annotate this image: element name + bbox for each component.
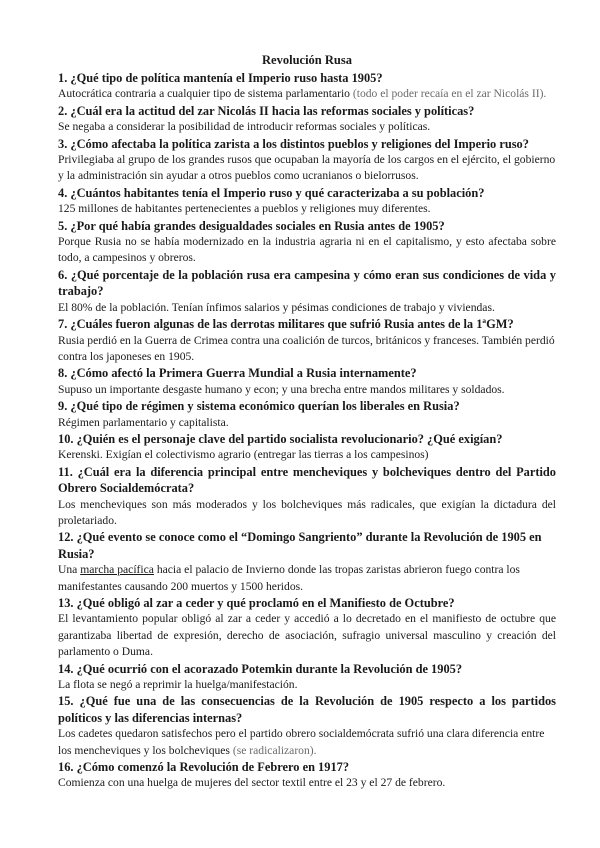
- qa-item-13: [58, 595, 556, 661]
- qa-item-7: [58, 316, 556, 365]
- answer-15-note: (se radicalizaron).: [232, 743, 317, 757]
- question-15: 15. ¿Qué fue una de las consecuencias de la Revolución de 1905 respecto a los partidos políticos y las diferencias internas?: [58, 694, 556, 725]
- answer-2: Se negaba a considerar la posibilidad de introducir reformas sociales y políticas.: [58, 120, 431, 134]
- answer-12-underlined: marcha pacífica: [80, 563, 154, 577]
- qa-item-15: [58, 693, 556, 759]
- answer-13: El levantamiento popular obligó al zar a ceder y accedió a lo decretado en el manifiesto de octubre que garantizaba libertad de expresión, derecho de asociación, sufragio universal masculino y creación del parlamento o Duma.: [58, 612, 556, 659]
- document-title: Revolución Rusa: [262, 53, 352, 67]
- question-10: 10. ¿Quién es el personaje clave del partido socialista revolucionario? ¿Qué exigían?: [58, 431, 503, 446]
- answer-12: [58, 562, 556, 595]
- answer-3: Privilegiaba al grupo de los grandes rusos que ocupaban la mayoría de los cargos en el ejército, el gobierno y la administración sin ayudar a otros pueblos como ucranianos o bielorrusos.: [58, 153, 556, 183]
- question-16: 16. ¿Cómo comenzó la Revolución de Febrero en 1917?: [58, 760, 350, 775]
- answer-12-prefix: Una: [58, 563, 81, 577]
- answer-1-text: Autocrática contraria a cualquier tipo de sistema parlamentario: [58, 87, 350, 101]
- qa-item-3: [58, 136, 556, 185]
- qa-item-4: [58, 185, 556, 218]
- question-4: 4. ¿Cuántos habitantes tenía el Imperio ruso y qué caracterizaba a su población?: [58, 185, 485, 200]
- question-12: 12. ¿Qué evento se conoce como el “Domingo Sangriento” durante la Revolución de 1905 en Rusia?: [58, 530, 542, 561]
- question-5: 5. ¿Por qué había grandes desigualdades sociales en Rusia antes de 1905?: [58, 218, 445, 233]
- qa-item-8: [58, 365, 556, 398]
- question-3: 3. ¿Cómo afectaba la política zarista a los distintos pueblos y religiones del Imperio ruso?: [58, 136, 529, 151]
- question-13: 13. ¿Qué obligó al zar a ceder y qué proclamó en el Manifiesto de Octubre?: [58, 596, 455, 610]
- answer-16: Comienza con una huelga de mujeres del sector textil entre el 23 y el 27 de febrero.: [58, 776, 446, 790]
- question-6: 6. ¿Qué porcentaje de la población rusa era campesina y cómo eran sus condiciones de vida y trabajo?: [58, 267, 556, 299]
- qa-item-11: [58, 464, 556, 530]
- qa-item-9: [58, 398, 556, 431]
- answer-10: Kerenski. Exigían el colectivismo agrario (entregar las tierras a los campesinos): [58, 448, 429, 462]
- qa-item-12: [58, 529, 556, 595]
- question-14: 14. ¿Qué ocurrió con el acorazado Potemkin durante la Revolución de 1905?: [58, 661, 463, 676]
- qa-item-1: [58, 70, 556, 103]
- answer-1: [58, 86, 556, 102]
- question-8: 8. ¿Cómo afectó la Primera Guerra Mundial a Rusia internamente?: [58, 366, 417, 381]
- question-11: 11. ¿Cuál era la diferencia principal entre mencheviques y bolcheviques dentro del Partido Obrero Socialdemócrata?: [58, 464, 556, 496]
- question-9: 9. ¿Qué tipo de régimen y sistema económico querían los liberales en Rusia?: [58, 399, 460, 414]
- answer-9: Régimen parlamentario y capitalista.: [58, 415, 229, 429]
- qa-item-2: [58, 103, 556, 136]
- answer-15: [58, 726, 556, 759]
- question-7: 7. ¿Cuáles fueron algunas de las derrotas militares que sufrió Rusia antes de la 1ªGM?: [58, 317, 514, 332]
- answer-15-text: Los cadetes quedaron satisfechos pero el partido obrero socialdemócrata sufrió una clara diferencia entre los mencheviques y los bolcheviques: [58, 727, 545, 757]
- qa-item-14: [58, 661, 556, 694]
- answer-4: 125 millones de habitantes pertenecientes a pueblos y religiones muy diferentes.: [58, 202, 431, 216]
- answer-5: Porque Rusia no se había modernizado en la industria agraria ni en el capitalismo, y esto afectaba sobre todo, a campesinos y obreros.: [58, 235, 556, 265]
- qa-item-10: [58, 431, 556, 464]
- answer-7: Rusia perdió en la Guerra de Crimea contra una coalición de turcos, británicos y franceses. También perdió contra los japoneses en 1905.: [58, 333, 555, 363]
- answer-1-note: (todo el poder recaía en el zar Nicolás II).: [352, 87, 547, 101]
- answer-6: El 80% de la población. Tenían ínfimos salarios y pésimas condiciones de trabajo y viviendas.: [58, 300, 495, 314]
- qa-item-5: [58, 218, 556, 267]
- answer-8: Supuso un importante desgaste humano y econ; y una brecha entre mandos militares y soldados.: [58, 382, 505, 396]
- answer-11: Los mencheviques son más moderados y los bolcheviques más radicales, que exigían la dictadura del proletariado.: [58, 497, 556, 527]
- qa-item-6: [58, 267, 556, 316]
- answer-12-text: hacia el palacio de Invierno donde las tropas zaristas abrieron fuego contra los manifestantes causando 200 muertos y 1500 heridos.: [58, 563, 520, 593]
- question-1: 1. ¿Qué tipo de política mantenía el Imperio ruso hasta 1905?: [58, 71, 383, 85]
- qa-item-16: [58, 759, 556, 792]
- answer-14: La flota se negó a reprimir la huelga/manifestación.: [58, 678, 298, 692]
- question-2: 2. ¿Cuál era la actitud del zar Nicolás II hacia las reformas sociales y políticas?: [58, 103, 475, 118]
